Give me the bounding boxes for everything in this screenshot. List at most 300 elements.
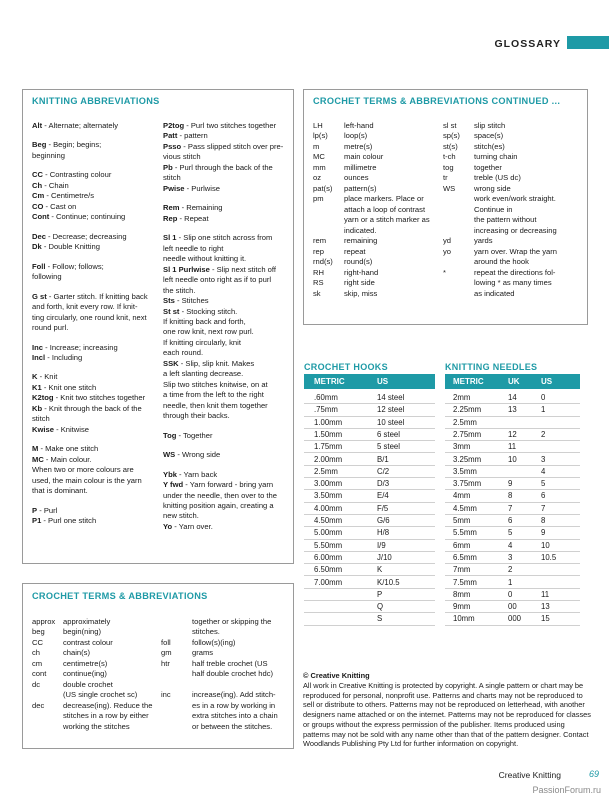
abbrev-definition: new stitch.: [163, 511, 199, 521]
abbrev-line: [163, 390, 293, 400]
abbrev-entry: [32, 292, 160, 334]
copyright-notice: [303, 671, 593, 749]
table-cell: 0: [541, 393, 546, 402]
abbrev-line: [163, 369, 293, 379]
table-cell: H/8: [377, 528, 390, 538]
column-header: UK: [508, 377, 520, 386]
term: sl st: [443, 121, 457, 130]
abbrev-term: Sts: [163, 296, 175, 306]
table-row: [445, 404, 580, 416]
table-cell: E/4: [377, 491, 389, 501]
abbrev-term: Sl 1: [163, 233, 177, 243]
abbrev-line: [32, 191, 160, 201]
table-cell: 9mm: [453, 602, 471, 612]
table-cell: 12 steel: [377, 405, 405, 415]
abbrev-definition: - Garter stitch. If knitting back: [46, 291, 148, 301]
table-header: [445, 374, 580, 389]
table-cell: 1.75mm: [314, 442, 343, 452]
term-definition: wrong side: [474, 183, 511, 193]
table-cell: 7.00mm: [314, 577, 343, 587]
abbrev-definition: under the needle, then over to the: [163, 490, 277, 500]
abbrev-line: [32, 506, 160, 516]
page-title: GLOSSARY: [494, 38, 561, 50]
abbrev-definition: - Knit: [37, 372, 58, 382]
term-definition: left-hand: [344, 121, 374, 130]
term: [161, 701, 192, 711]
term: m: [313, 141, 320, 151]
abbrev-definition: - Purl one stitch: [41, 516, 97, 526]
abbrev-definition: knitting position again, creating a: [163, 501, 274, 510]
table-cell: 5mm: [453, 516, 471, 525]
term-row: [161, 722, 278, 732]
table-cell: 3.5mm: [453, 466, 477, 476]
term-definition: right side: [344, 278, 375, 288]
table-row: [445, 503, 580, 515]
term-definition: together: [474, 162, 502, 172]
table-cell: 5.5mm: [453, 528, 477, 538]
table-row: [445, 417, 580, 429]
abbrev-line: [32, 393, 160, 403]
term-row: [443, 194, 557, 204]
page-number: 69: [588, 769, 599, 779]
term-definition: increase(ing). Add stitch-: [192, 690, 276, 700]
term-definition: stitches.: [192, 627, 220, 637]
abbrev-line: [163, 142, 293, 152]
table-row: [445, 577, 580, 589]
table-cell: K: [377, 565, 383, 575]
term: foll: [161, 637, 171, 647]
term-definition: work even/work straight.: [474, 194, 556, 204]
term-definition: increasing or decreasing: [474, 225, 557, 235]
table-cell: 3.50mm: [314, 491, 343, 501]
term-row: [443, 257, 557, 267]
table-cell: 6 steel: [377, 429, 400, 439]
term: [161, 722, 192, 732]
abbrev-definition: a left slanting decrease.: [163, 369, 244, 379]
abbrev-line: [32, 242, 160, 252]
table-cell: 1: [508, 577, 513, 587]
abbrev-line: [163, 480, 293, 490]
abbrev-term: Psso: [163, 141, 182, 151]
term-row: [443, 152, 557, 162]
abbrev-definition: - Purl two stitches together: [184, 121, 277, 130]
abbrev-definition: that is dominant.: [32, 486, 88, 496]
term: inc: [161, 690, 171, 700]
term-row: [313, 121, 430, 131]
abbrev-definition: When two or more colours are: [32, 465, 134, 475]
abbrev-line: [163, 470, 293, 480]
table-cell: 3mm: [453, 442, 471, 452]
abbrev-line: [32, 121, 160, 131]
table-cell: 4: [508, 540, 513, 550]
abbrev-term: Rep: [163, 213, 178, 223]
knitting-abbreviations-col2: [163, 121, 293, 541]
abbrev-term: Foll: [32, 261, 46, 271]
term-definition: remaining: [344, 236, 378, 246]
term-row: [313, 173, 430, 183]
term: oz: [313, 173, 322, 183]
table-cell: 10 steel: [377, 417, 405, 427]
abbrev-definition: and forth, knit every row. If knit-: [32, 302, 138, 312]
abbrev-line: [32, 313, 160, 323]
table-cell: 5.00mm: [314, 528, 343, 538]
abbrev-line: [163, 173, 293, 183]
table-row: [304, 454, 435, 466]
abbrev-definition: - Yarn forward - bring yarn: [183, 480, 274, 490]
table-row: [304, 552, 435, 564]
term: sp(s): [443, 131, 460, 141]
term-definition: right-hand: [344, 267, 379, 277]
abbrev-definition: - pattern: [177, 131, 208, 141]
term-row: [313, 226, 430, 236]
abbrev-line: [32, 140, 160, 150]
table-cell: 1: [541, 405, 546, 415]
abbrev-line: [163, 296, 293, 306]
term-row: [313, 268, 430, 278]
term-definition: (US single crochet sc): [63, 690, 138, 700]
abbrev-definition: - Yarn over.: [172, 521, 213, 531]
abbrev-term: WS: [163, 450, 176, 460]
table-cell: 6.00mm: [314, 552, 343, 562]
term: *: [443, 267, 446, 277]
abbrev-line: [32, 302, 160, 312]
term-row: [161, 627, 278, 637]
abbrev-term: Yo: [163, 521, 173, 531]
abbrev-line: [32, 292, 160, 302]
table-cell: 9: [508, 479, 513, 489]
term-row: [313, 278, 430, 288]
table-row: [445, 454, 580, 466]
table-row: [304, 540, 435, 552]
term-row: [443, 247, 557, 257]
abbrev-definition: stitch: [163, 173, 181, 183]
abbrev-definition: - Cast on: [43, 201, 77, 211]
table-cell: 12: [508, 429, 517, 439]
term: pm: [313, 194, 324, 204]
table-cell: J/10: [377, 552, 392, 562]
table-cell: 1.00mm: [314, 417, 343, 427]
term-row: [161, 701, 278, 711]
abbrev-line: [163, 233, 293, 243]
term-definition: [192, 680, 278, 690]
abbrev-line: [163, 411, 293, 421]
abbrev-line: [163, 431, 293, 441]
term: rep: [313, 246, 324, 256]
term: dec: [32, 700, 45, 710]
term: sk: [313, 288, 321, 298]
table-row: [304, 564, 435, 576]
table-cell: 0: [508, 589, 513, 599]
term: [443, 278, 474, 288]
table-row: [445, 466, 580, 478]
term-row: [32, 711, 153, 721]
magazine-name: Creative Knitting: [498, 770, 561, 780]
abbrev-definition: ting circularly, one round knit, next: [32, 312, 147, 322]
table-cell: 14 steel: [377, 393, 405, 402]
table-cell: 4: [541, 466, 546, 476]
term-definition: together or skipping the: [192, 617, 272, 626]
term-definition: es in a row by working in: [192, 700, 276, 710]
term: [161, 617, 192, 627]
term-row: [32, 617, 153, 627]
term: [313, 205, 344, 215]
term-definition: indicated.: [344, 225, 377, 235]
term-row: [32, 659, 153, 669]
table-row: [445, 478, 580, 490]
abbrev-definition: - Alternate; alternately: [42, 121, 119, 130]
term-row: [443, 121, 557, 131]
abbrev-definition: - Make one stitch: [38, 444, 99, 454]
term-row: [32, 648, 153, 658]
table-cell: 10.5: [541, 552, 557, 562]
crochet-continued-title: CROCHET TERMS & ABBREVIATIONS CONTINUED ...: [313, 96, 561, 106]
term-definition: skip, miss: [344, 288, 378, 298]
abbrev-line: [163, 348, 293, 358]
term-definition: millimetre: [344, 162, 377, 172]
term-definition: as indicated: [474, 288, 515, 298]
term-row: [313, 257, 430, 267]
abbrev-term: St st: [163, 306, 180, 316]
term-definition: attach a loop of contrast: [344, 204, 426, 214]
column-header: US: [541, 377, 553, 386]
crochet-continued-col2: [443, 121, 557, 299]
table-cell: 00: [508, 602, 517, 612]
abbrev-term: K1: [32, 382, 42, 392]
abbrev-definition: - Purl: [37, 505, 58, 515]
abbrev-entry: [32, 372, 160, 435]
table-cell: 8mm: [453, 589, 471, 599]
abbrev-definition: - Remaining: [179, 203, 223, 213]
table-cell: 5.50mm: [314, 540, 343, 550]
term: [32, 711, 63, 721]
abbrev-definition: - Knit through the back of the: [42, 403, 142, 413]
abbrev-line: [32, 353, 160, 363]
abbrev-term: Patt: [163, 131, 178, 141]
abbrev-definition: If knitting circularly, knit: [163, 337, 241, 347]
term-row: [443, 184, 557, 194]
abbrev-entry: [32, 170, 160, 222]
term: yo: [443, 246, 452, 256]
abbrev-definition: - Slip next stitch off: [209, 264, 276, 274]
term: ch: [32, 648, 41, 658]
table-cell: K/10.5: [377, 577, 400, 587]
abbrev-entry: [163, 233, 293, 421]
table-cell: 3.00mm: [314, 479, 343, 489]
abbrev-definition: each round.: [163, 348, 204, 358]
term: [161, 680, 192, 690]
copyright-heading: © Creative Knitting: [303, 671, 370, 680]
abbrev-line: [163, 491, 293, 501]
table-cell: 4.50mm: [314, 516, 343, 525]
table-cell: 2: [541, 429, 546, 439]
table-cell: S: [377, 614, 383, 624]
abbrev-line: [32, 455, 160, 465]
abbrev-term: Incl: [32, 352, 46, 362]
abbrev-line: [163, 163, 293, 173]
table-row: [445, 527, 580, 539]
crochet-abbreviations-title: CROCHET TERMS & ABBREVIATIONS: [32, 591, 208, 601]
term: [443, 215, 474, 225]
abbrev-term: MC: [32, 454, 44, 464]
abbrev-term: Pb: [163, 162, 173, 172]
abbrev-entry: [32, 343, 160, 364]
table-row: [445, 441, 580, 453]
abbrev-line: [163, 275, 293, 285]
abbrev-term: P: [32, 505, 38, 515]
abbrev-term: Dk: [32, 242, 42, 252]
abbrev-term: Cont: [32, 212, 50, 222]
abbrev-definition: one row knit, next row purl.: [163, 327, 254, 337]
crochet-hooks-title: CROCHET HOOKS: [304, 362, 388, 372]
table-cell: 14: [508, 393, 517, 402]
term-definition: stitch(es): [474, 141, 505, 151]
term-definition: begin(ning): [63, 627, 101, 637]
table-cell: 3: [541, 454, 546, 464]
term-definition: extra stitches into a chain: [192, 711, 278, 721]
term: LH: [313, 121, 323, 130]
abbrev-term: Alt: [32, 121, 43, 130]
term: [161, 711, 192, 721]
abbrev-entry: [163, 203, 293, 224]
table-cell: 7.5mm: [453, 577, 477, 587]
abbrev-line: [32, 212, 160, 222]
abbrev-line: [32, 476, 160, 486]
abbrev-definition: - Chain: [42, 180, 69, 190]
abbrev-line: [163, 401, 293, 411]
table-header: [304, 374, 435, 389]
term: WS: [443, 183, 456, 193]
abbrev-line: [32, 486, 160, 496]
term-definition: half double crochet hdc): [192, 669, 274, 679]
term-row: [313, 152, 430, 162]
abbrev-definition: - Knit two stitches together: [53, 393, 146, 403]
abbrev-term: Inc: [32, 342, 43, 352]
abbrev-definition: - Including: [45, 352, 83, 362]
table-cell: 2.5mm: [314, 466, 338, 476]
abbrev-definition: - Main colour.: [43, 454, 92, 464]
term-row: [313, 163, 430, 173]
term-row: [313, 215, 430, 225]
table-row: [445, 540, 580, 552]
table-cell: 15: [541, 614, 550, 624]
term: gm: [161, 648, 172, 658]
term-definition: main colour: [344, 152, 384, 162]
term: mm: [313, 162, 326, 172]
abbrev-line: [32, 232, 160, 242]
table-cell: 13: [541, 602, 550, 612]
abbrev-term: G st: [32, 291, 47, 301]
crochet-abbreviations-col1: [32, 617, 153, 732]
term-row: [313, 131, 430, 141]
abbrev-line: [32, 414, 160, 424]
abbrev-entry: [163, 431, 293, 441]
term-row: [32, 690, 153, 700]
abbrev-line: [163, 254, 293, 264]
term-definition: the pattern without: [474, 215, 537, 225]
term: t-ch: [443, 152, 456, 162]
table-cell: .60mm: [314, 393, 338, 402]
abbrev-term: M: [32, 444, 39, 454]
abbrev-definition: - Slip one stitch across from: [176, 233, 273, 243]
term: RH: [313, 267, 324, 277]
abbrev-definition: Slip two stitches knitwise, on at: [163, 379, 268, 389]
term-row: [161, 659, 278, 669]
term: rem: [313, 236, 327, 246]
table-cell: 2.25mm: [453, 405, 482, 415]
term: MC: [313, 152, 325, 162]
abbrev-line: [163, 317, 293, 327]
table-cell: 000: [508, 614, 522, 624]
term-definition: loop(s): [344, 131, 368, 141]
table-row: [304, 429, 435, 441]
table-cell: P: [377, 589, 383, 599]
abbrev-entry: [32, 444, 160, 496]
table-cell: 11: [508, 442, 517, 452]
term: rnd(s): [313, 257, 333, 267]
abbrev-line: [32, 202, 160, 212]
term-row: [443, 205, 557, 215]
abbrev-line: [32, 383, 160, 393]
term-row: [443, 173, 557, 183]
abbrev-entry: [163, 470, 293, 533]
table-row: [304, 466, 435, 478]
table-cell: 8: [541, 516, 546, 525]
abbrev-definition: following: [32, 272, 62, 282]
abbrev-line: [163, 511, 293, 521]
table-cell: I/9: [377, 540, 386, 550]
term: [443, 257, 474, 267]
table-cell: 7: [508, 503, 513, 513]
table-cell: 7: [541, 503, 546, 513]
copyright-body: All work in Creative Knitting is protected by copyright. A single pattern or chart may be reproduced for personal, nonprofit use. Patterns and charts may not be reproduced to sell or distribute to others. Patterns may not be reproduced on letterhead, with another designers name attached or on the internet. Patterns may not be reproduced for classes or groups without the express permission of the publisher. Items produced using patterns may not be sold with any name other than that of the pattern designer. Contact Woodlands Publishing Pty Ltd for further information on copyright.: [303, 680, 591, 749]
abbrev-line: [163, 327, 293, 337]
term-row: [443, 215, 557, 225]
term-definition: repeat: [344, 246, 366, 256]
term-row: [313, 236, 430, 246]
abbrev-term: P1: [32, 516, 42, 526]
table-row: [304, 613, 435, 625]
abbrev-term: Dec: [32, 231, 46, 241]
term-row: [161, 711, 278, 721]
term-definition: yards: [474, 236, 493, 246]
abbrev-line: [32, 323, 160, 333]
table-cell: 11: [541, 589, 550, 599]
column-header: METRIC: [314, 377, 345, 386]
abbrev-definition: stitch: [32, 414, 50, 424]
term-row: [32, 722, 153, 732]
term-row: [443, 131, 557, 141]
abbrev-definition: through their backs.: [163, 411, 230, 421]
term-definition: half treble crochet (US: [192, 658, 268, 668]
term: cont: [32, 669, 47, 679]
term-row: [161, 680, 278, 690]
term-row: [161, 648, 278, 658]
abbrev-term: Kwise: [32, 424, 54, 434]
abbrev-definition: the stitch.: [163, 285, 196, 295]
abbrev-line: [163, 501, 293, 511]
table-cell: 7mm: [453, 565, 471, 575]
term-row: [313, 142, 430, 152]
term: [32, 690, 63, 700]
term-definition: double crochet: [63, 679, 113, 689]
abbrev-line: [163, 522, 293, 532]
abbrev-definition: - Continue; continuing: [49, 212, 126, 222]
term: st(s): [443, 141, 458, 151]
term-definition: working the stitches: [63, 721, 130, 731]
table-row: [304, 577, 435, 589]
table-row: [304, 503, 435, 515]
table-row: [304, 490, 435, 502]
